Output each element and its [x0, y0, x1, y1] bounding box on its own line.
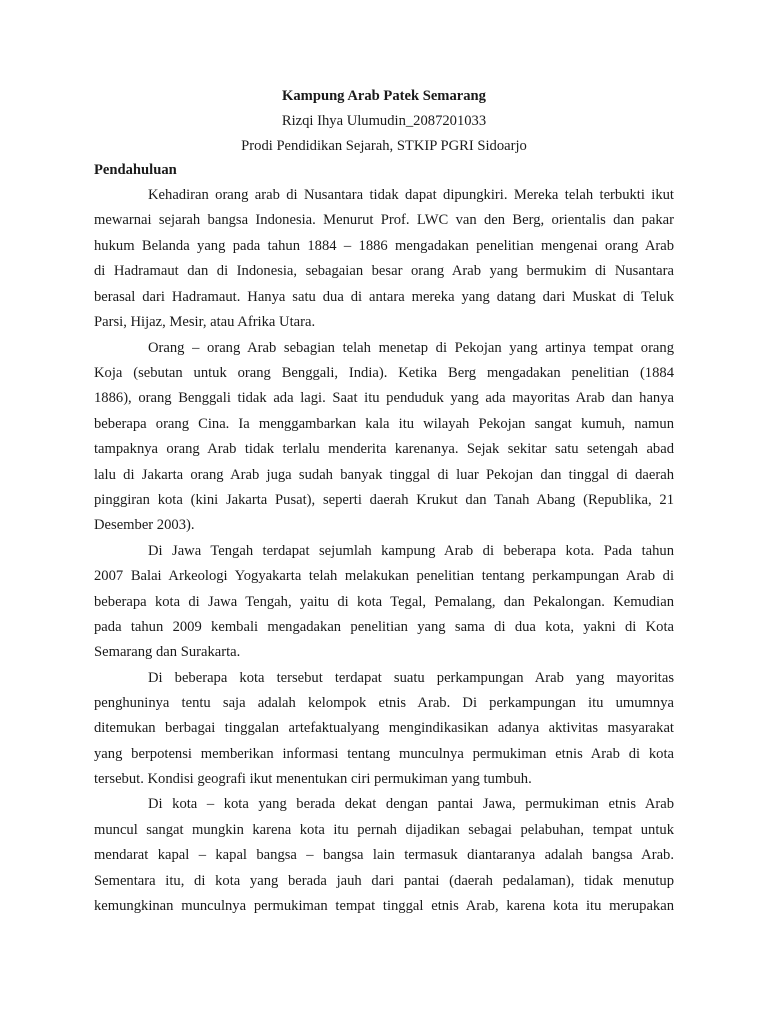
paragraph-1-line-2: mewarnai sejarah bangsa Indonesia. Menurut Prof. LWC van den Berg, orientalis dan pakar [94, 212, 674, 228]
paragraph-3-line-2: 2007 Balai Arkeologi Yogyakarta telah melakukan penelitian tentang perkampungan Arab di [94, 568, 674, 584]
paragraph-1-line-5: berasal dari Hadramaut. Hanya satu dua di antara mereka yang datang dari Muskat di Teluk [94, 289, 674, 305]
paragraph-2-line-5: tampaknya orang Arab tidak terlalu menderita karenanya. Sejak sekitar satu setengah abad [94, 441, 674, 457]
paragraph-4-line-3: ditemukan berbagai tinggalan artefaktualyang mengindikasikan adanya aktivitas masyarakat [94, 720, 674, 736]
paragraph-4-line-1: Di beberapa kota tersebut terdapat suatu perkampungan Arab yang mayoritas [148, 670, 674, 686]
paragraph-3-line-1: Di Jawa Tengah terdapat sejumlah kampung Arab di beberapa kota. Pada tahun [148, 543, 674, 559]
paragraph-1-line-6: Parsi, Hijaz, Mesir, atau Afrika Utara. [94, 314, 316, 330]
paragraph-5-line-3: mendarat kapal – kapal bangsa – bangsa lain termasuk diantaranya adalah bangsa Arab. [94, 847, 674, 863]
paragraph-2-line-2: Koja (sebutan untuk orang Benggali, India). Ketika Berg mengadakan penelitian (1884 [94, 365, 674, 381]
paragraph-3-line-3: beberapa kota di Jawa Tengah, yaitu di kota Tegal, Pemalang, dan Pekalongan. Kemudian [94, 594, 674, 610]
document-title: Kampung Arab Patek Semarang [282, 88, 486, 104]
affiliation-line: Prodi Pendidikan Sejarah, STKIP PGRI Sidoarjo [241, 138, 527, 154]
paragraph-4-line-5: tersebut. Kondisi geografi ikut menentukan ciri permukiman yang tumbuh. [94, 771, 532, 787]
paragraph-1-line-4: di Hadramaut dan di Indonesia, sebagaian besar orang Arab yang bermukim di Nusantara [94, 263, 674, 279]
paragraph-2-line-4: beberapa orang Cina. Ia menggambarkan kala itu wilayah Pekojan sangat kumuh, namun [94, 416, 674, 432]
paragraph-2-line-1: Orang – orang Arab sebagian telah menetap di Pekojan yang artinya tempat orang [148, 340, 674, 356]
paragraph-5-line-4: Sementara itu, di kota yang berada jauh dari pantai (daerah pedalaman), tidak menutup [94, 873, 674, 889]
section-heading: Pendahuluan [94, 162, 177, 178]
paragraph-4-line-4: yang berpotensi memberikan informasi tentang munculnya permukiman etnis Arab di kota [94, 746, 674, 762]
paragraph-2-line-6: lalu di Jakarta orang Arab juga sudah banyak tinggal di luar Pekojan dan tinggal di daerah [94, 467, 674, 483]
paragraph-4-line-2: penghuninya tentu saja adalah kelompok etnis Arab. Di perkampungan itu umumnya [94, 695, 674, 711]
paragraph-2-line-8: Desember 2003). [94, 517, 195, 533]
paragraph-3-line-4: pada tahun 2009 kembali mengadakan penelitian yang sama di dua kota, yakni di Kota [94, 619, 674, 635]
paragraph-1-line-3: hukum Belanda yang pada tahun 1884 – 1886 mengadakan penelitian mengenai orang Arab [94, 238, 674, 254]
paragraph-5-line-5: kemungkinan munculnya permukiman tempat tinggal etnis Arab, karena kota itu merupakan [94, 898, 674, 914]
paragraph-2-line-7: pinggiran kota (kini Jakarta Pusat), seperti daerah Krukut dan Tanah Abang (Republika, 21 [94, 492, 674, 508]
paragraph-2-line-3: 1886), orang Benggali tidak ada lagi. Saat itu penduduk yang ada mayoritas Arab dan hanya [94, 390, 674, 406]
author-line: Rizqi Ihya Ulumudin_2087201033 [281, 113, 487, 129]
paragraph-5-line-2: muncul sangat mungkin karena kota itu pernah dijadikan sebagai pelabuhan, tempat untuk [94, 822, 674, 838]
paragraph-1-line-1: Kehadiran orang arab di Nusantara tidak dapat dipungkiri. Mereka telah terbukti ikut [148, 187, 674, 203]
paragraph-5-line-1: Di kota – kota yang berada dekat dengan pantai Jawa, permukiman etnis Arab [148, 796, 674, 812]
paragraph-3-line-5: Semarang dan Surakarta. [94, 644, 241, 660]
